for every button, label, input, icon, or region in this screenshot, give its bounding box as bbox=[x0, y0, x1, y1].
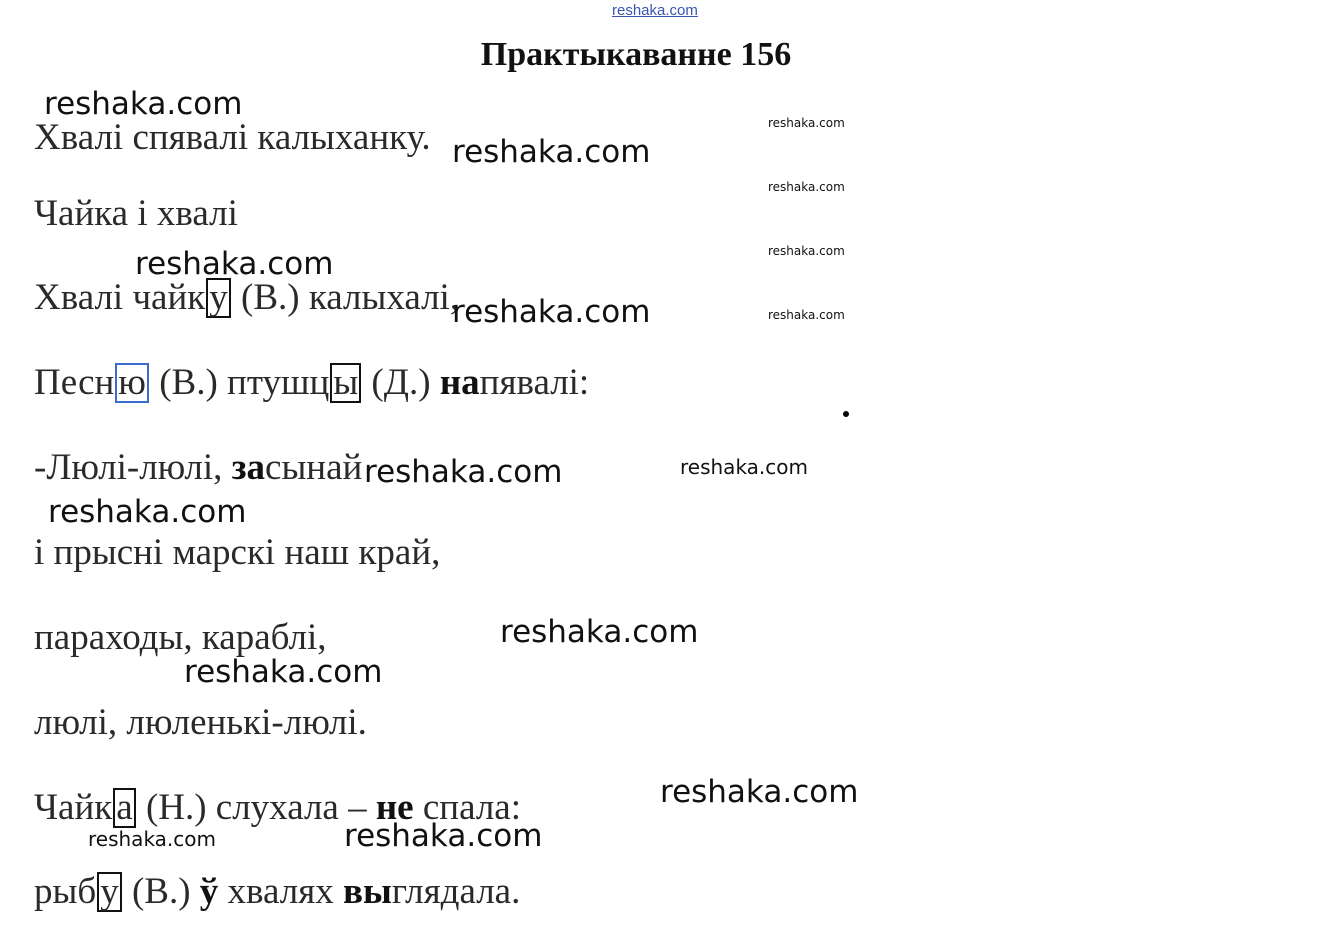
poem-line-6: і прысні марскі наш край, bbox=[34, 532, 441, 573]
watermark: reshaka.com bbox=[680, 455, 808, 479]
watermark: reshaka.com bbox=[48, 494, 247, 530]
ending-box-selected: ю bbox=[115, 363, 149, 403]
watermark: reshaka.com bbox=[184, 654, 383, 690]
watermark: reshaka.com bbox=[135, 246, 334, 282]
watermark: reshaka.com bbox=[768, 308, 845, 322]
prefix-bold: за bbox=[231, 447, 266, 488]
ending-box: ы bbox=[330, 363, 361, 403]
preposition-bold: ў bbox=[199, 871, 219, 912]
top-watermark-link[interactable]: reshaka.com bbox=[612, 2, 698, 19]
watermark: reshaka.com bbox=[344, 818, 543, 854]
ending-box: у bbox=[97, 872, 122, 912]
watermark: reshaka.com bbox=[660, 774, 859, 810]
poem-line-10: рыб у (В.) ў хвалях выглядала. bbox=[34, 871, 521, 912]
poem-line-1: Хвалі спявалі калыханку. bbox=[34, 117, 431, 158]
ending-box: а bbox=[113, 788, 135, 828]
poem-line-8: люлі, люленькі-люлі. bbox=[34, 702, 367, 743]
watermark: reshaka.com bbox=[44, 86, 243, 122]
watermark: reshaka.com bbox=[768, 180, 845, 194]
poem-line-3: Хвалі чайк у (В.) калыхалі, bbox=[34, 277, 460, 318]
watermark: reshaka.com bbox=[768, 244, 845, 258]
watermark: reshaka.com bbox=[364, 454, 563, 490]
prefix-bold: вы bbox=[342, 871, 392, 912]
watermark: reshaka.com bbox=[452, 294, 651, 330]
watermark: reshaka.com bbox=[88, 827, 216, 851]
prefix-bold: на bbox=[439, 362, 480, 403]
poem-line-5: -Люлі-люлі, засынай bbox=[34, 447, 363, 488]
stray-dot bbox=[843, 411, 849, 417]
particle-bold: не bbox=[375, 787, 414, 828]
poem-line-4: Песн ю (В.) птушц ы (Д.) напявалі: bbox=[34, 362, 590, 403]
poem-line-7: параходы, караблі, bbox=[34, 617, 327, 658]
watermark: reshaka.com bbox=[500, 614, 699, 650]
poem-line-2: Чайка і хвалі bbox=[34, 193, 238, 234]
ending-box: у bbox=[206, 278, 231, 318]
watermark: reshaka.com bbox=[452, 134, 651, 170]
poem-line-9: Чайк а (Н.) слухала – не спала: bbox=[34, 787, 521, 828]
watermark: reshaka.com bbox=[768, 116, 845, 130]
page-title: Практыкаванне 156 bbox=[480, 36, 792, 73]
